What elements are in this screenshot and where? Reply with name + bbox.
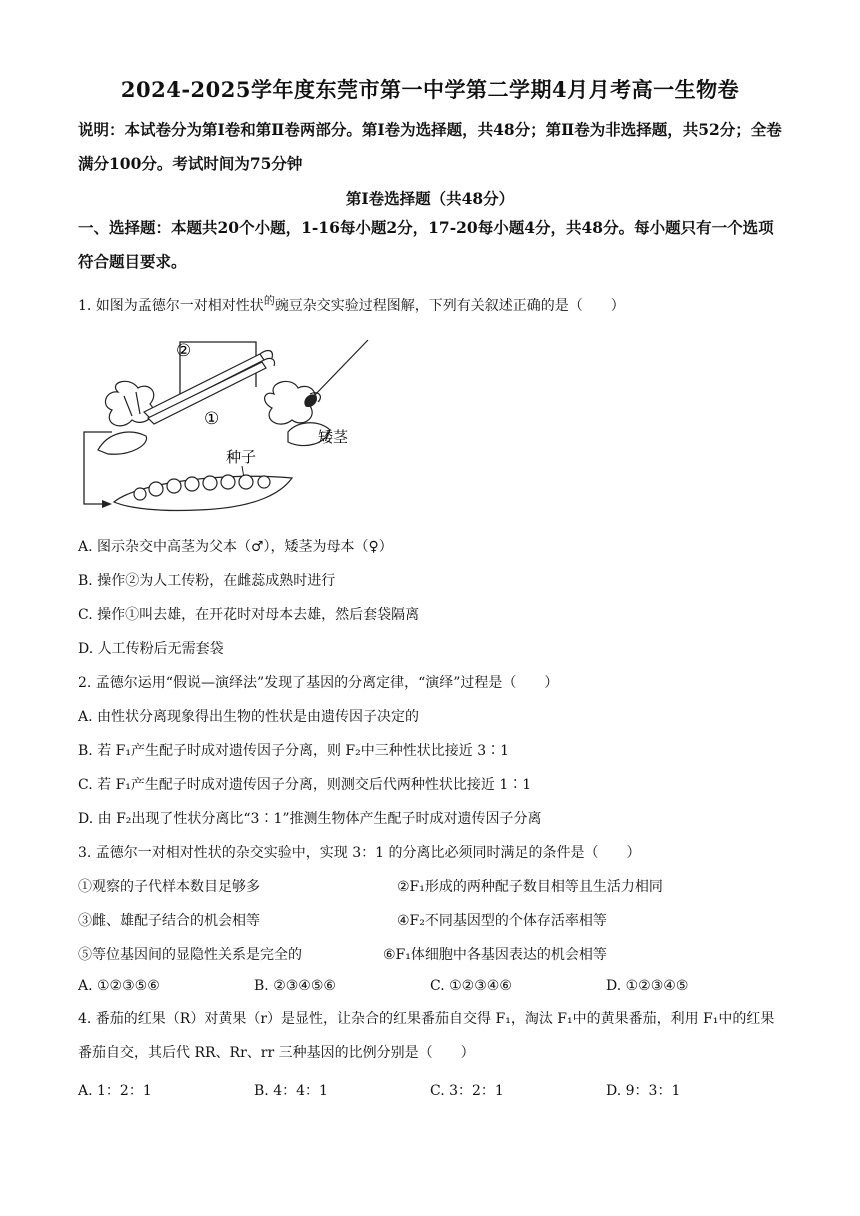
question-1-stem-part-a: 1. 如图为孟德尔一对相对性状 xyxy=(78,298,264,314)
tall-flower-icon xyxy=(98,381,154,454)
question-1-option-d: D. 人工传粉后无需套袋 xyxy=(78,641,224,657)
question-4-option-a: A. 1：2：1 xyxy=(78,1083,152,1099)
question-1-option-c: C. 操作①叫去雄，在开花时对母本去雄，然后套袋隔离 xyxy=(78,607,420,623)
question-3-option-d: D. ①②③④⑤ xyxy=(606,978,689,994)
question-3-option-a: A. ①②③⑤⑥ xyxy=(78,978,160,994)
question-3-condition-6: ⑥F₁体细胞中各基因表达的机会相等 xyxy=(383,947,607,963)
dwarf-label: 矮茎 xyxy=(318,428,349,446)
question-3-condition-1: ①观察的子代样本数目足够多 xyxy=(78,879,260,895)
exam-title: 2024-2025学年度东莞市第一中学第二学期4月月考高一生物卷 xyxy=(120,77,740,102)
pea-pod-icon xyxy=(114,475,292,511)
pea-cross-diagram xyxy=(78,332,378,516)
section-title: 第Ⅰ卷选择题（共48分） xyxy=(345,189,515,208)
question-3-option-b: B. ②③④⑤⑥ xyxy=(254,978,336,994)
question-3-option-c: C. ①②③④⑥ xyxy=(430,978,512,994)
question-2-option-a: A. 由性状分离现象得出生物的性状是由遗传因子决定的 xyxy=(78,709,420,725)
pod-arrowhead xyxy=(102,500,112,508)
seed-label: 种子 xyxy=(226,448,257,466)
step-2-label: ② xyxy=(176,341,192,361)
section-intro: 一、选择题：本题共20个小题，1-16每小题2分，17-20每小题4分，共48分。每小题只有一个选项符合题目要求。 xyxy=(78,218,774,271)
question-3-stem: 3. 孟德尔一对相对性状的杂交实验中，实现 3：1 的分离比必须同时满足的条件是（ ） xyxy=(78,845,641,861)
question-2-option-d: D. 由 F₂出现了性状分离比“3∶1”推测生物体产生配子时成对遗传因子分离 xyxy=(78,811,542,827)
question-4-option-b: B. 4：4：1 xyxy=(254,1083,328,1099)
question-3-condition-4: ④F₂不同基因型的个体存活率相等 xyxy=(397,913,607,929)
step-1-label: ① xyxy=(204,409,220,429)
question-2-option-b: B. 若 F₁产生配子时成对遗传因子分离，则 F₂中三种性状比接近 3∶1 xyxy=(78,743,510,759)
question-4-stem: 4. 番茄的红果（R）对黄果（r）是显性，让杂合的红果番茄自交得 F₁，淘汰 F₁中的黄果番茄，利用 F₁中的红果番茄自交，其后代 RR、Rr、rr 三种基因的比例分别是（ ） xyxy=(78,1011,775,1061)
question-3-condition-5: ⑤等位基因间的显隐性关系是完全的 xyxy=(78,947,302,963)
question-1-stem-sup: 的 xyxy=(263,294,275,307)
question-1-stem-part-b: 豌豆杂交实验过程图解，下列有关叙述正确的是（ ） xyxy=(274,298,625,314)
question-4-option-c: C. 3：2：1 xyxy=(430,1083,504,1099)
question-2-option-c: C. 若 F₁产生配子时成对遗传因子分离，则测交后代两种性状比接近 1∶1 xyxy=(78,777,532,793)
question-2-stem: 2. 孟德尔运用“假说—演绎法”发现了基因的分离定律，“演绎”过程是（ ） xyxy=(78,675,559,691)
brush-icon xyxy=(305,340,368,406)
exam-instructions: 说明：本试卷分为第Ⅰ卷和第Ⅱ卷两部分。第Ⅰ卷为选择题，共48分；第Ⅱ卷为非选择题，共52分；全卷满分100分。考试时间为75分钟 xyxy=(78,120,782,173)
question-1-option-a: A. 图示杂交中高茎为父本（♂），矮茎为母本（♀） xyxy=(78,539,393,555)
question-3-condition-2: ②F₁形成的两种配子数目相等且生活力相同 xyxy=(397,879,663,895)
question-3-condition-3: ③雌、雄配子结合的机会相等 xyxy=(78,913,260,929)
pea-cross-figure xyxy=(78,332,378,516)
question-1-stem xyxy=(78,295,625,315)
question-1-option-b: B. 操作②为人工传粉，在雌蕊成熟时进行 xyxy=(78,573,336,589)
question-4-option-d: D. 9：3：1 xyxy=(606,1083,681,1099)
